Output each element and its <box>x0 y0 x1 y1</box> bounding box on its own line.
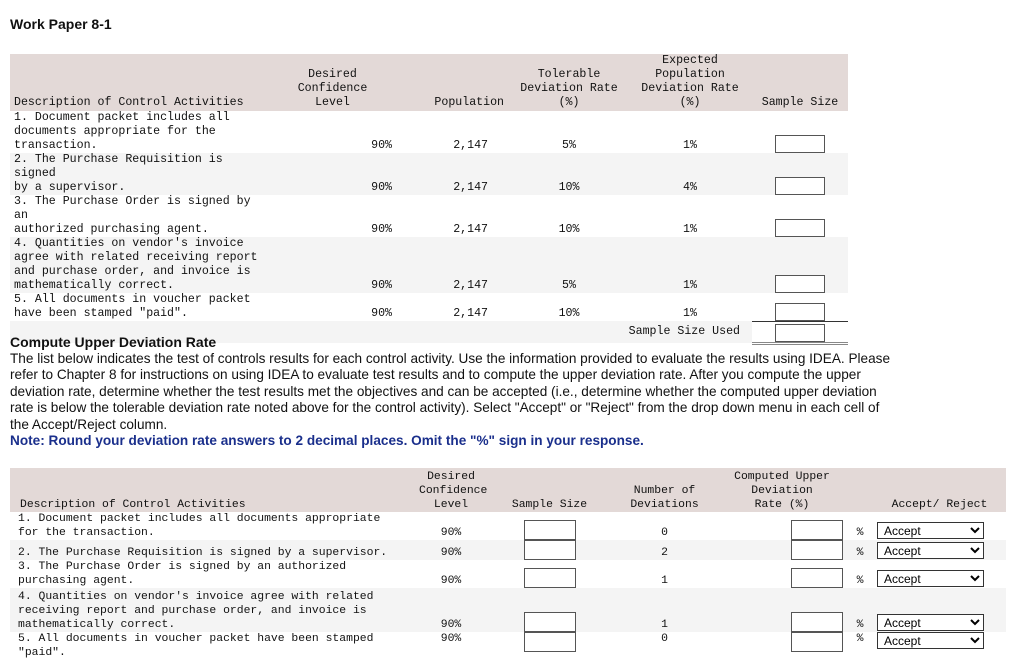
header-description: Description of Control Activities <box>10 54 265 111</box>
sample-size-cell <box>752 111 848 153</box>
table-row <box>10 293 848 321</box>
table-row <box>10 560 1006 588</box>
percent-sign: % <box>856 527 864 539</box>
control-description: 3. The Purchase Order is signed by an authorized purchasing agent. <box>18 561 347 587</box>
control-description: 3. The Purchase Order is signed by an authorized purchasing agent. <box>14 195 251 236</box>
table-row <box>10 632 1006 660</box>
population: 2,147 <box>453 307 488 320</box>
accept-reject-select[interactable] <box>877 632 984 649</box>
control-description: 5. All documents in voucher packet have been stamped "paid". <box>18 633 374 659</box>
accept-reject-cell <box>873 560 1006 588</box>
upper-rate-input[interactable] <box>791 632 843 652</box>
table-row <box>10 153 848 195</box>
sample-size-input[interactable] <box>775 275 825 293</box>
expected-rate: 1% <box>683 223 697 236</box>
upper-rate-cell <box>717 540 847 560</box>
expected-rate: 4% <box>628 153 752 195</box>
upper-rate-input[interactable] <box>791 520 843 540</box>
upper-rate-input[interactable] <box>791 612 843 632</box>
control-description: 1. Document packet includes all documents appropriate for the transaction. <box>18 513 381 539</box>
number-of-deviations: 0 <box>661 633 668 645</box>
sample-size-cell <box>487 540 612 560</box>
header-sample-size: Sample Size <box>487 468 612 512</box>
table-row <box>10 588 1006 632</box>
confidence-level: 90% <box>371 307 392 320</box>
tolerable-rate: 5% <box>510 237 628 293</box>
sample-size-input[interactable] <box>775 177 825 195</box>
sample-size-cell <box>752 153 848 195</box>
control-description: 5. All documents in voucher packet have been stamped "paid". <box>14 293 251 320</box>
sample-size-cell <box>487 632 612 660</box>
header-description: Description of Control Activities <box>10 468 415 512</box>
population: 2,147 <box>400 153 510 195</box>
instructions-body: The list below indicates the test of controls results for each control activity. Use the information provided to evaluate the results using IDEA. Please refer to Chapter 8 for instructions on using IDEA to evaluate test results and to compute the upper deviation rate. After you compute the upper deviation rate, determine whether the test results met the objectives and can be accepted (i.e., determine whether the computed upper deviation rate is below the tolerable deviation rate noted above for the control activity). Select "Accept" or "Reject" from the drop down menu in each cell of the Accept/Reject column. <box>10 350 891 432</box>
sample-size-cell <box>487 588 612 632</box>
accept-reject-select[interactable] <box>877 614 984 631</box>
control-description: 1. Document packet includes all documents appropriate for the transaction. <box>14 111 230 152</box>
percent-sign: % <box>847 588 873 632</box>
header-upper-rate: Computed Upper Deviation Rate (%) <box>717 468 847 512</box>
sample-size-cell <box>752 237 848 293</box>
table-row <box>10 111 848 153</box>
accept-reject-cell <box>873 588 1006 632</box>
upper-rate-input[interactable] <box>791 568 843 588</box>
sample-size-input[interactable] <box>775 303 825 321</box>
table-row <box>10 540 1006 560</box>
expected-rate: 1% <box>683 139 697 152</box>
upper-rate-cell <box>717 512 847 540</box>
header-deviations: Number of Deviations <box>612 468 717 512</box>
sample-size-cell <box>487 512 612 540</box>
tolerable-rate: 10% <box>558 223 580 236</box>
control-description: 2. The Purchase Requisition is signed by a supervisor. <box>10 153 265 195</box>
control-description: 4. Quantities on vendor's invoice agree with related receiving report and purchase order, and invoice is mathematically correct. <box>10 588 415 632</box>
percent-sign: % <box>847 540 873 560</box>
confidence-level: 90% <box>415 540 487 560</box>
number-of-deviations: 0 <box>661 527 668 539</box>
control-description: 4. Quantities on vendor's invoice agree with related receiving report and purchase order, and invoice is mathematically correct. <box>10 237 265 293</box>
confidence-level: 90% <box>440 633 462 645</box>
header-accept-reject: Accept/ Reject <box>873 468 1006 512</box>
accept-reject-cell <box>873 512 1006 540</box>
number-of-deviations: 1 <box>661 575 668 587</box>
sample-size-used-label: Sample Size Used <box>10 321 752 343</box>
confidence-level: 90% <box>415 588 487 632</box>
sample-size-cell <box>487 560 612 588</box>
accept-reject-select[interactable] <box>877 522 984 539</box>
table-row <box>10 237 848 293</box>
page-title: Work Paper 8-1 <box>10 16 112 32</box>
instructions <box>10 334 890 450</box>
sample-size-input[interactable] <box>524 540 576 560</box>
tolerable-rate: 10% <box>510 153 628 195</box>
section-heading: Compute Upper Deviation Rate <box>10 334 217 350</box>
upper-deviation-table <box>10 468 1006 660</box>
number-of-deviations: 2 <box>612 540 717 560</box>
confidence-level: 90% <box>440 575 462 587</box>
sample-size-input[interactable] <box>524 612 576 632</box>
header-sample-size: Sample Size <box>752 54 848 111</box>
sample-size-input[interactable] <box>775 219 825 237</box>
sample-size-input[interactable] <box>775 135 825 153</box>
expected-rate: 1% <box>628 237 752 293</box>
confidence-level: 90% <box>265 153 400 195</box>
control-description: 2. The Purchase Requisition is signed by a supervisor. <box>10 540 415 560</box>
percent-sign: % <box>856 633 864 645</box>
confidence-level: 90% <box>265 237 400 293</box>
sample-size-table <box>10 54 848 345</box>
accept-reject-cell <box>873 540 1006 560</box>
table-row <box>10 195 848 237</box>
confidence-level: 90% <box>371 223 392 236</box>
accept-reject-select[interactable] <box>877 570 984 587</box>
upper-rate-cell <box>717 560 847 588</box>
header-population: Population <box>400 54 510 111</box>
tolerable-rate: 10% <box>558 307 580 320</box>
accept-reject-cell <box>873 632 1006 660</box>
accept-reject-select[interactable] <box>877 542 984 559</box>
upper-rate-cell <box>717 588 847 632</box>
header-expected-rate: Expected Population Deviation Rate (%) <box>628 54 752 111</box>
rounding-note: Note: Round your deviation rate answers to 2 decimal places. Omit the "%" sign in your response. <box>10 433 644 448</box>
confidence-level: 90% <box>371 139 392 152</box>
percent-sign: % <box>856 575 864 587</box>
population: 2,147 <box>453 223 488 236</box>
sample-size-cell <box>752 293 848 321</box>
header-tolerable-rate: Tolerable Deviation Rate (%) <box>510 54 628 111</box>
sample-size-input[interactable] <box>524 520 576 540</box>
upper-rate-input[interactable] <box>791 540 843 560</box>
header-confidence: Desired Confidence Level <box>265 54 400 111</box>
tolerable-rate: 5% <box>562 139 576 152</box>
number-of-deviations: 1 <box>612 588 717 632</box>
population: 2,147 <box>400 237 510 293</box>
sample-size-cell <box>752 195 848 237</box>
header-confidence: Desired Confidence Level <box>415 468 487 512</box>
sample-size-input[interactable] <box>524 632 576 652</box>
confidence-level: 90% <box>440 527 462 539</box>
expected-rate: 1% <box>683 307 697 320</box>
upper-rate-cell <box>717 632 847 660</box>
table-row <box>10 512 1006 540</box>
population: 2,147 <box>453 139 488 152</box>
sample-size-input[interactable] <box>524 568 576 588</box>
